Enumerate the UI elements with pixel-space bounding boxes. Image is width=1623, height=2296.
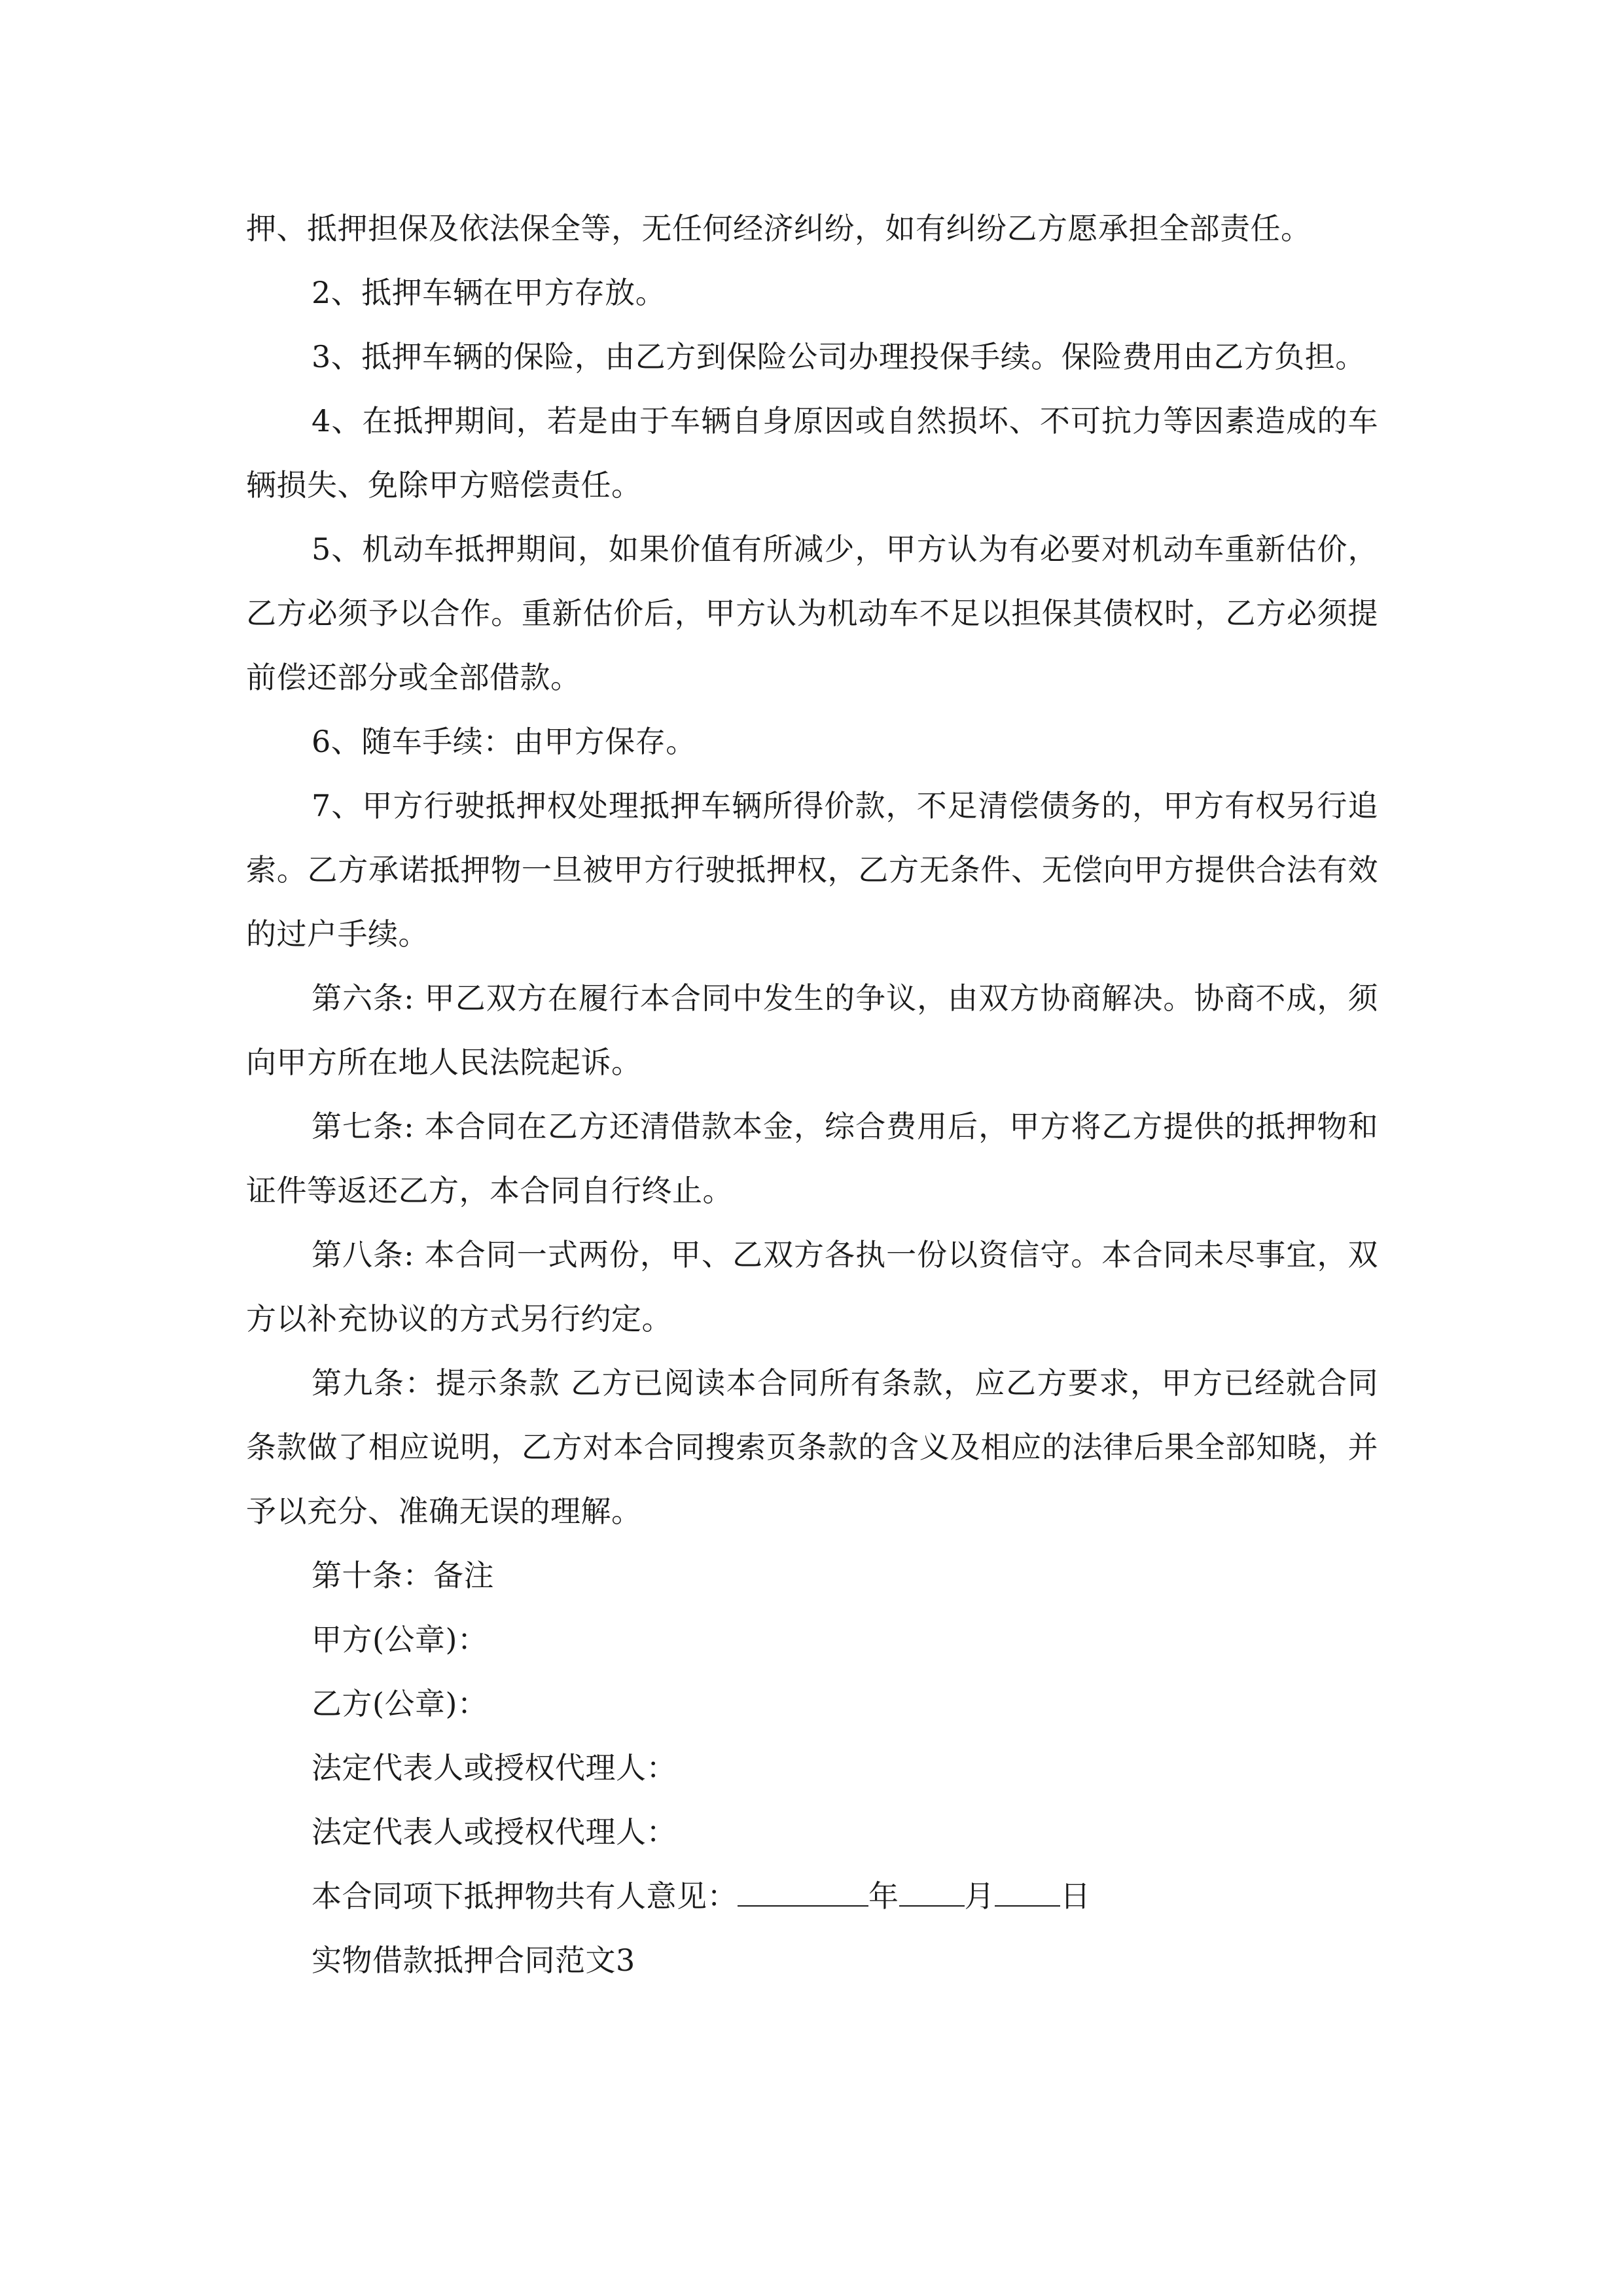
line-party-a-seal: 甲方(公章)： xyxy=(312,1622,488,1657)
paragraph-item-3: 3、抵押车辆的保险，由乙方到保险公司办理投保手续。保险费用由乙方负担。 xyxy=(312,339,1366,374)
paragraph-item-4: 4、在抵押期间，若是由于车辆自身原因或自然损坏、不可抗力等因素造成的车辆损失、免除甲方赔偿责任。 xyxy=(246,403,1378,503)
line-representative-a: 法定代表人或授权代理人： xyxy=(312,1750,677,1785)
co-owner-opinion-label: 本合同项下抵押物共有人意见： xyxy=(312,1878,738,1914)
paragraph-item-5: 5、机动车抵押期间，如果价值有所减少，甲方认为有必要对机动车重新估价，乙方必须予以合作。重新估价后，甲方认为机动车不足以担保其债权时，乙方必须提前偿还部分或全部借款。 xyxy=(246,531,1378,695)
blank-field-day xyxy=(995,1879,1060,1907)
paragraph-continuation: 押、抵押担保及依法保全等，无任何经济纠纷，如有纠纷乙方愿承担全部责任。 xyxy=(246,211,1311,246)
line-co-owner-opinion xyxy=(246,1864,1378,1928)
document-body xyxy=(246,196,1378,1992)
paragraph-article-9: 第九条：提示条款 乙方已阅读本合同所有条款，应乙方要求，甲方已经就合同条款做了相应说明，乙方对本合同搜索页条款的含义及相应的法律后果全部知晓，并予以充分、准确无误的理解。 xyxy=(246,1365,1378,1529)
line-representative-b: 法定代表人或授权代理人： xyxy=(312,1814,677,1850)
paragraph-article-6: 第六条: 甲乙双方在履行本合同中发生的争议，由双方协商解决。协商不成，须向甲方所在地人民法院起诉。 xyxy=(246,980,1378,1080)
blank-field-opinion xyxy=(738,1879,868,1907)
paragraph-article-7: 第七条: 本合同在乙方还清借款本金，综合费用后，甲方将乙方提供的抵押物和证件等返还乙方，本合同自行终止。 xyxy=(246,1109,1378,1208)
paragraph-article-8: 第八条: 本合同一式两份，甲、乙双方各执一份以资信守。本合同未尽事宜，双方以补充协议的方式另行约定。 xyxy=(246,1237,1378,1336)
line-article-10: 第十条：备注 xyxy=(312,1558,494,1593)
line-party-b-seal: 乙方(公章)： xyxy=(312,1686,488,1721)
year-label: 年 xyxy=(868,1878,899,1914)
paragraph-item-6: 6、随车手续：由甲方保存。 xyxy=(312,724,696,759)
paragraph-item-7: 7、甲方行驶抵押权处理抵押车辆所得价款，不足清偿债务的，甲方有权另行追索。乙方承诺抵押物一旦被甲方行驶抵押权，乙方无条件、无偿向甲方提供合法有效的过户手续。 xyxy=(246,788,1378,952)
next-section-title: 实物借款抵押合同范文3 xyxy=(312,1943,635,1978)
day-label: 日 xyxy=(1060,1878,1091,1914)
month-label: 月 xyxy=(964,1878,995,1914)
paragraph-item-2: 2、抵押车辆在甲方存放。 xyxy=(312,275,666,310)
blank-field-month xyxy=(899,1879,965,1907)
